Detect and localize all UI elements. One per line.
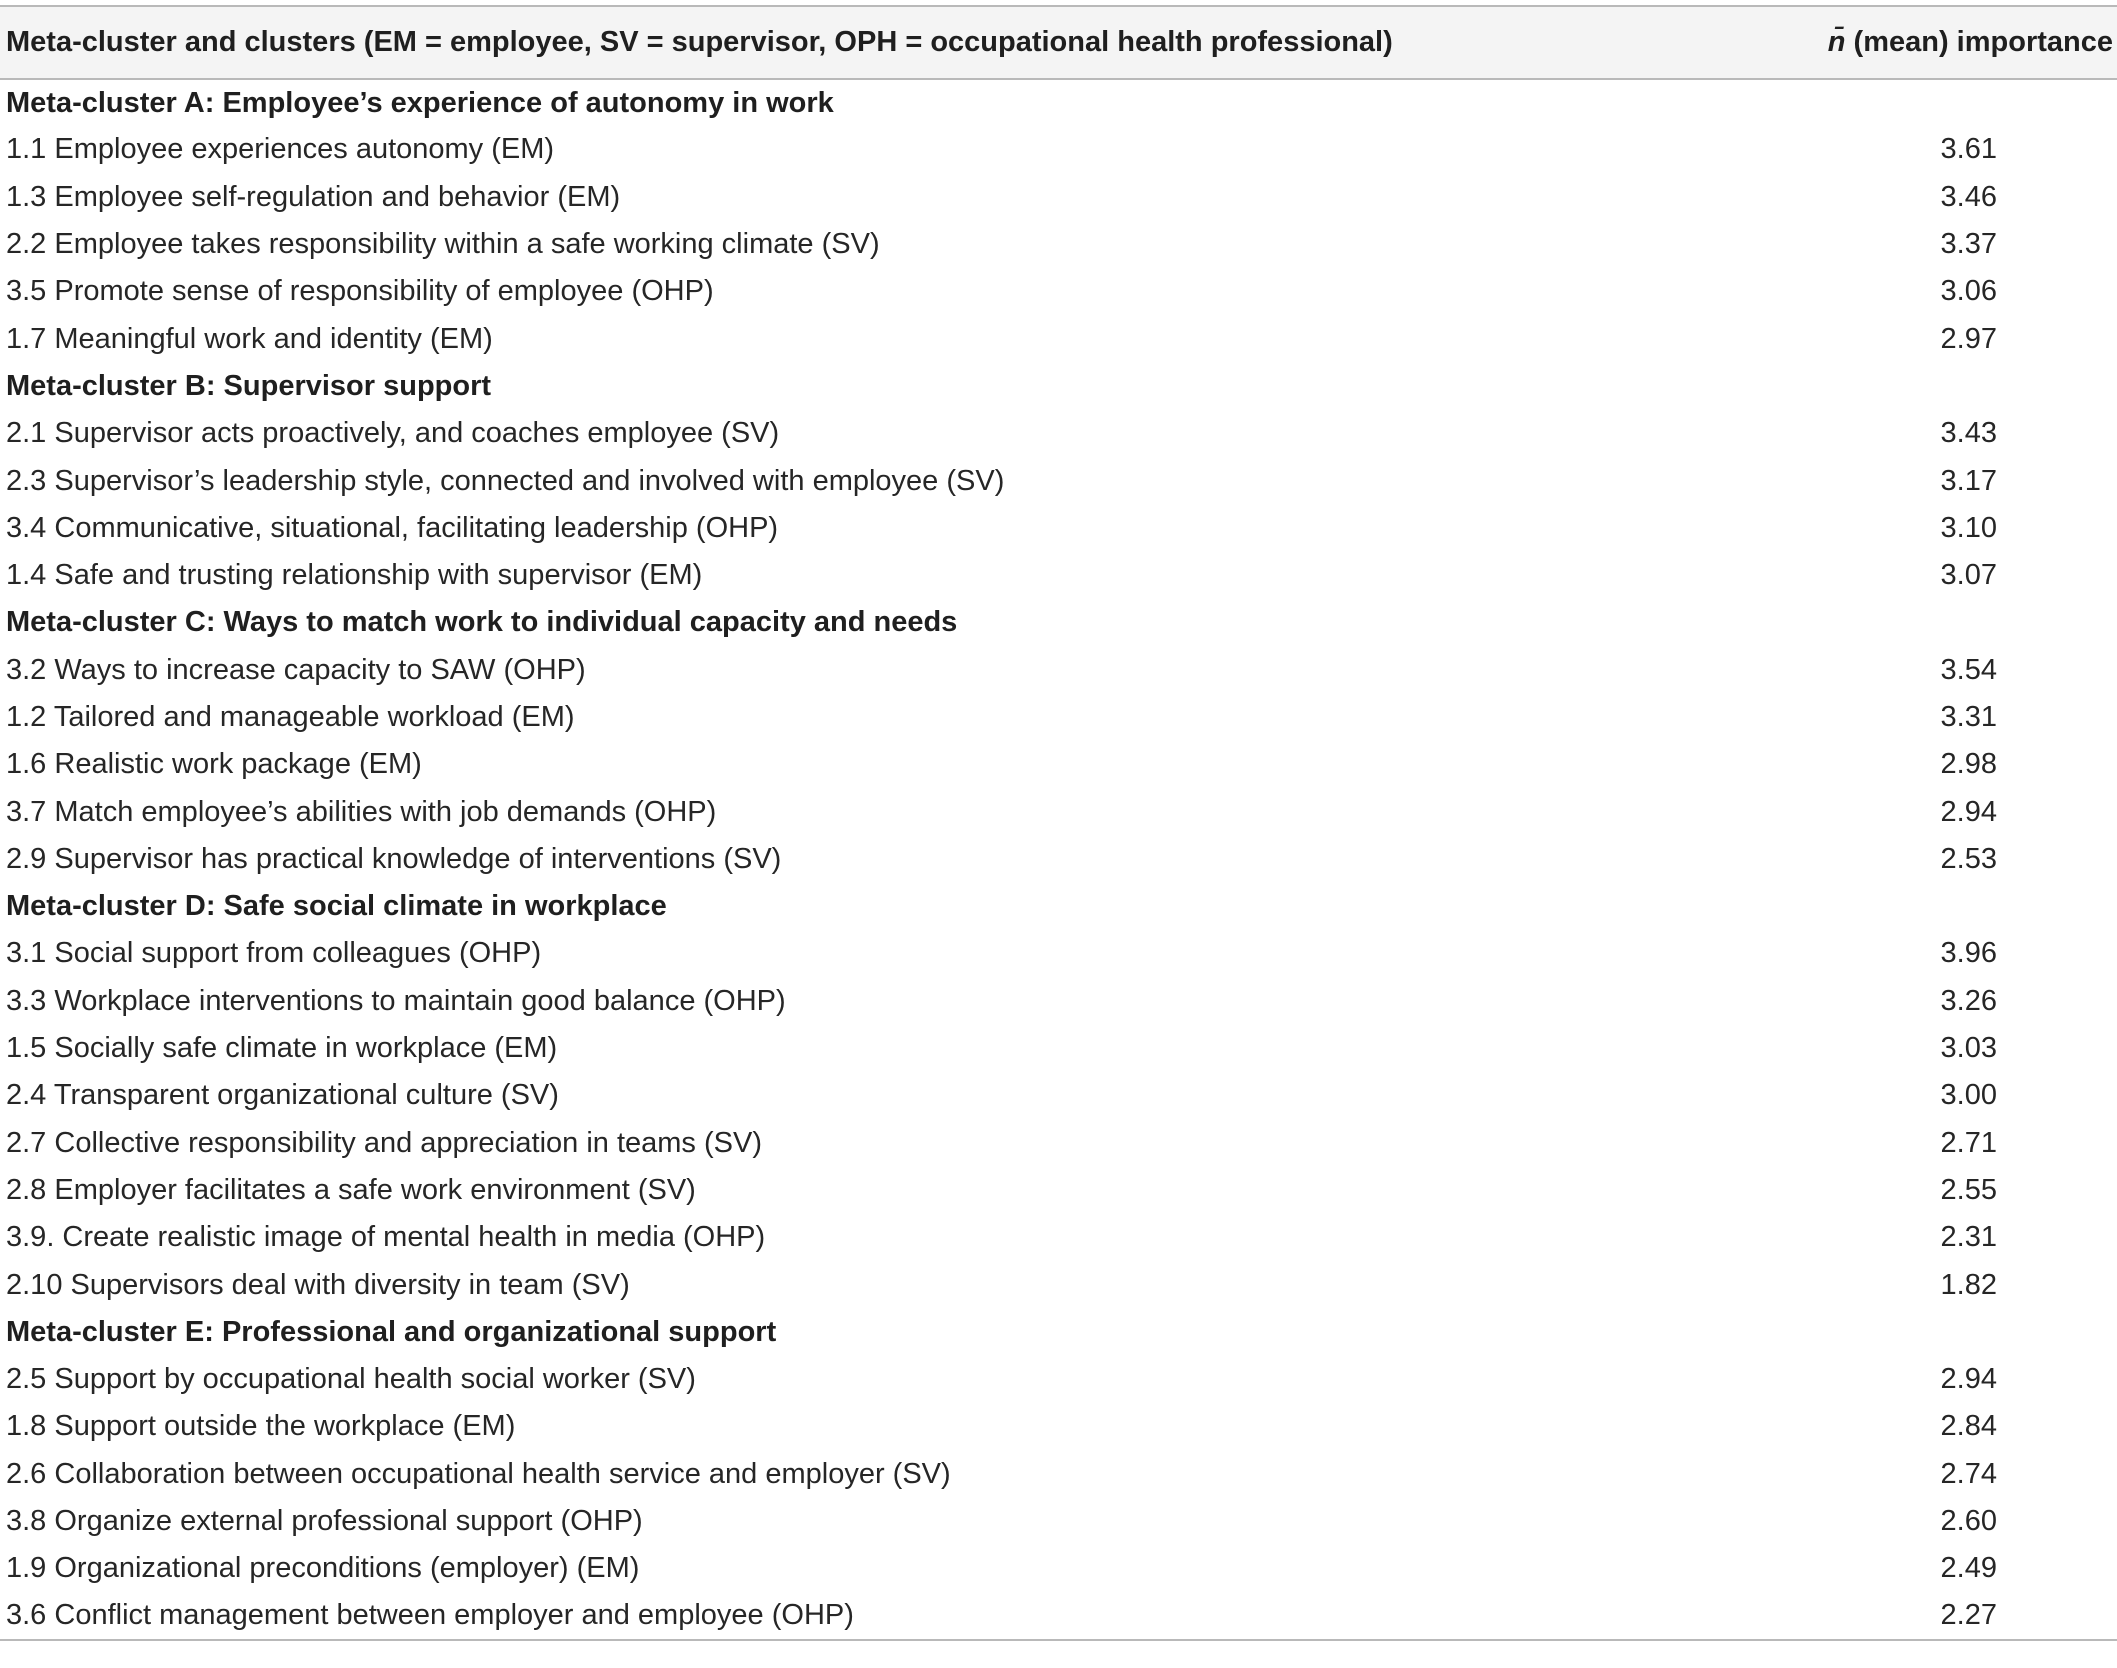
importance-value: 3.06 bbox=[1940, 275, 1997, 308]
table-row bbox=[0, 221, 2117, 268]
importance-value: 3.17 bbox=[1940, 464, 1997, 497]
table-row bbox=[0, 457, 2117, 504]
meta-cluster-title: Meta-cluster B: Supervisor support bbox=[6, 369, 492, 402]
importance-value: 3.26 bbox=[1940, 984, 1997, 1017]
importance-cell bbox=[1780, 410, 2117, 457]
importance-value: 3.46 bbox=[1940, 180, 1997, 213]
cluster-label: 1.6 Realistic work package (EM) bbox=[6, 748, 422, 781]
importance-value: 3.00 bbox=[1940, 1079, 1997, 1112]
importance-cell bbox=[1780, 788, 2117, 835]
table-row bbox=[0, 1120, 2117, 1167]
meta-cluster-row bbox=[0, 599, 2117, 646]
importance-cell bbox=[1780, 836, 2117, 883]
table-row bbox=[0, 694, 2117, 741]
importance-cell bbox=[1780, 1403, 2117, 1450]
importance-value: 2.27 bbox=[1940, 1599, 1997, 1632]
cluster-label: 3.8 Organize external professional support (OHP) bbox=[6, 1505, 643, 1538]
importance-cell bbox=[1780, 978, 2117, 1025]
importance-value: 3.37 bbox=[1940, 228, 1997, 261]
cluster-label: 2.6 Collaboration between occupational health service and employer (SV) bbox=[6, 1457, 951, 1490]
cluster-label: 3.4 Communicative, situational, facilitating leadership (OHP) bbox=[6, 511, 779, 544]
importance-value: 2.94 bbox=[1940, 1363, 1997, 1396]
importance-cell bbox=[1780, 694, 2117, 741]
importance-value: 2.71 bbox=[1940, 1126, 1997, 1159]
table-row bbox=[0, 410, 2117, 457]
table-row bbox=[0, 647, 2117, 694]
meta-cluster-row bbox=[0, 1309, 2117, 1356]
importance-cell bbox=[1780, 1451, 2117, 1498]
cluster-label: 3.7 Match employee’s abilities with job demands (OHP) bbox=[6, 795, 717, 828]
importance-cell bbox=[1780, 505, 2117, 552]
importance-value: 2.98 bbox=[1940, 748, 1997, 781]
header-importance-symbol: n̄ bbox=[1827, 26, 1846, 58]
table-row bbox=[0, 978, 2117, 1025]
importance-cell bbox=[1780, 1498, 2117, 1545]
importance-cell bbox=[1780, 1025, 2117, 1072]
meta-cluster-row bbox=[0, 363, 2117, 410]
importance-value: 2.60 bbox=[1940, 1505, 1997, 1538]
cluster-label: 1.7 Meaningful work and identity (EM) bbox=[6, 322, 493, 355]
importance-value: 3.03 bbox=[1940, 1032, 1997, 1065]
importance-cell bbox=[1780, 1167, 2117, 1214]
table-row bbox=[0, 930, 2117, 977]
cluster-label: 2.9 Supervisor has practical knowledge of interventions (SV) bbox=[6, 842, 782, 875]
importance-cell bbox=[1780, 647, 2117, 694]
importance-cell bbox=[1780, 1120, 2117, 1167]
cluster-label: 2.5 Support by occupational health social worker (SV) bbox=[6, 1363, 696, 1396]
cluster-label: 2.4 Transparent organizational culture (SV) bbox=[6, 1079, 559, 1112]
importance-cell bbox=[1780, 457, 2117, 504]
importance-value: 2.49 bbox=[1940, 1552, 1997, 1585]
table-row bbox=[0, 1356, 2117, 1403]
table-header bbox=[0, 6, 2117, 79]
cluster-label: 3.3 Workplace interventions to maintain good balance (OHP) bbox=[6, 984, 786, 1017]
meta-cluster-row bbox=[0, 883, 2117, 930]
header-importance-label: (mean) importance bbox=[1845, 26, 2113, 58]
table-row bbox=[0, 1451, 2117, 1498]
header-row bbox=[0, 6, 2117, 79]
cluster-label: 3.6 Conflict management between employer and employee (OHP) bbox=[6, 1599, 854, 1632]
importance-value: 3.10 bbox=[1940, 511, 1997, 544]
importance-cell bbox=[1780, 268, 2117, 315]
importance-cell bbox=[1780, 741, 2117, 788]
cluster-label: 1.1 Employee experiences autonomy (EM) bbox=[6, 133, 555, 166]
importance-cell bbox=[1780, 126, 2117, 173]
cluster-label: 3.9. Create realistic image of mental health in media (OHP) bbox=[6, 1221, 766, 1254]
importance-cell bbox=[1780, 930, 2117, 977]
importance-cell bbox=[1780, 315, 2117, 362]
importance-value: 3.61 bbox=[1940, 133, 1997, 166]
meta-cluster-title: Meta-cluster E: Professional and organizational support bbox=[6, 1315, 777, 1348]
table-row bbox=[0, 552, 2117, 599]
table-row bbox=[0, 1593, 2117, 1640]
cluster-label: 2.3 Supervisor’s leadership style, connected and involved with employee (SV) bbox=[6, 464, 1005, 497]
importance-cell bbox=[1780, 1545, 2117, 1592]
table-row bbox=[0, 126, 2117, 173]
cluster-label: 3.1 Social support from colleagues (OHP) bbox=[6, 937, 542, 970]
table-row bbox=[0, 1545, 2117, 1592]
table-row bbox=[0, 1167, 2117, 1214]
cluster-label: 2.1 Supervisor acts proactively, and coaches employee (SV) bbox=[6, 417, 780, 450]
importance-value: 2.97 bbox=[1940, 322, 1997, 355]
cluster-label: 2.2 Employee takes responsibility within a safe working climate (SV) bbox=[6, 228, 880, 261]
table-row bbox=[0, 1214, 2117, 1261]
cluster-label: 2.8 Employer facilitates a safe work environment (SV) bbox=[6, 1173, 696, 1206]
importance-cell bbox=[1780, 1356, 2117, 1403]
importance-cell bbox=[1780, 1593, 2117, 1640]
cluster-label: 1.2 Tailored and manageable workload (EM) bbox=[6, 701, 575, 733]
table-row bbox=[0, 268, 2117, 315]
importance-cell bbox=[1780, 1072, 2117, 1119]
meta-cluster-title: Meta-cluster D: Safe social climate in workplace bbox=[6, 890, 667, 923]
cluster-label: 1.8 Support outside the workplace (EM) bbox=[6, 1410, 516, 1443]
importance-value: 2.74 bbox=[1940, 1457, 1997, 1490]
importance-value: 3.54 bbox=[1940, 653, 1997, 686]
cluster-label: 1.4 Safe and trusting relationship with supervisor (EM) bbox=[6, 559, 703, 592]
importance-cell bbox=[1780, 1214, 2117, 1261]
importance-cell bbox=[1780, 1261, 2117, 1308]
importance-value: 2.94 bbox=[1940, 795, 1997, 828]
header-importance bbox=[1780, 6, 2117, 79]
cluster-label: 2.10 Supervisors deal with diversity in team (SV) bbox=[6, 1268, 630, 1301]
table-body bbox=[0, 79, 2117, 1640]
cluster-label: 1.5 Socially safe climate in workplace (EM) bbox=[6, 1032, 558, 1065]
table-row bbox=[0, 315, 2117, 362]
importance-value: 3.96 bbox=[1940, 937, 1997, 970]
table-row bbox=[0, 1072, 2117, 1119]
importance-value: 3.31 bbox=[1940, 701, 1997, 733]
importance-cell bbox=[1780, 221, 2117, 268]
importance-table bbox=[0, 5, 2117, 1641]
importance-value: 2.53 bbox=[1940, 842, 1997, 875]
meta-cluster-title: Meta-cluster A: Employee’s experience of autonomy in work bbox=[6, 86, 834, 119]
importance-value: 1.82 bbox=[1940, 1268, 1997, 1301]
cluster-label: 3.2 Ways to increase capacity to SAW (OHP) bbox=[6, 653, 586, 686]
cluster-label: 2.7 Collective responsibility and appreciation in teams (SV) bbox=[6, 1126, 762, 1159]
importance-value: 2.55 bbox=[1940, 1173, 1997, 1206]
importance-cell bbox=[1780, 552, 2117, 599]
table-row bbox=[0, 1025, 2117, 1072]
importance-value: 2.31 bbox=[1940, 1221, 1997, 1254]
importance-value: 3.07 bbox=[1940, 559, 1997, 592]
table-row bbox=[0, 1403, 2117, 1450]
table-row bbox=[0, 836, 2117, 883]
meta-cluster-row bbox=[0, 79, 2117, 126]
table-row bbox=[0, 1261, 2117, 1308]
importance-value: 3.43 bbox=[1940, 417, 1997, 450]
importance-cell bbox=[1780, 174, 2117, 221]
cluster-label: 1.9 Organizational preconditions (employer) (EM) bbox=[6, 1552, 640, 1585]
cluster-label: 1.3 Employee self-regulation and behavior (EM) bbox=[6, 180, 621, 213]
cluster-label: 3.5 Promote sense of responsibility of employee (OHP) bbox=[6, 275, 714, 308]
table-row bbox=[0, 788, 2117, 835]
table-row bbox=[0, 505, 2117, 552]
table-row bbox=[0, 741, 2117, 788]
importance-value: 2.84 bbox=[1940, 1410, 1997, 1443]
header-cluster: Meta-cluster and clusters (EM = employee, SV = supervisor, OPH = occupational health professional) bbox=[6, 26, 1393, 58]
table-row bbox=[0, 174, 2117, 221]
meta-cluster-title: Meta-cluster C: Ways to match work to individual capacity and needs bbox=[6, 606, 958, 639]
table-row bbox=[0, 1498, 2117, 1545]
importance-table-container bbox=[0, 5, 2117, 1641]
